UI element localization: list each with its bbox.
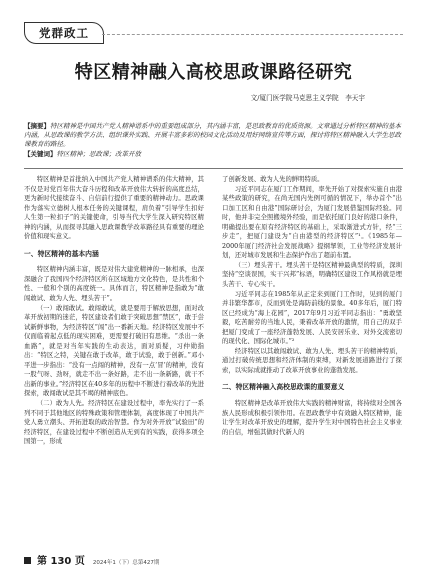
paragraph: 经济特区以其敢闯敢试、敢为人先、埋头苦干的精神特质，通过打破传统思想和经济体制的束缚，对新发展道路进行了探索，以实际成就推动了改革开放事业的蓬勃发展。 xyxy=(222,347,402,374)
paragraph-text: 经济特区在建设过程中，率先实行了一系列不同于其他地区的特殊政策和管理体制，高度体现了中国共产党人勇立潮头、开拓进取的政治智慧。作为对外开放“试验田”的经济特区，在建设过程中不断创造从无到有的实践，获得多项全国第一，形成 xyxy=(24,400,204,446)
abstract-divider xyxy=(24,168,403,169)
subheading: （一）敢闯敢试。 xyxy=(36,304,89,312)
abstract-block xyxy=(24,122,403,159)
paragraph xyxy=(222,261,402,290)
paragraph: 了创新发展、敢为人先的鲜明特质。 xyxy=(222,176,324,183)
paragraph xyxy=(24,304,204,399)
article-title: 特区精神融入高校思政课路径研究 xyxy=(74,62,353,83)
paragraph: 特区精神是改革开放伟大实践的精神财富，将持续对全国各族人民形成积极引领作用。在思政教学中有效融入特区精神，能让学生对改革开放史的理解，提升学生对中国特色社会主义事业的自信，增强其做时代新人的 xyxy=(222,400,402,436)
paragraph-text: 埋头苦干是特区精神最典型的特质，深圳坚持“空谈误国，实干兴邦”标语，明确特区建设工作风格就是埋头苦干、专心实干。 xyxy=(222,261,402,289)
page-footer xyxy=(24,552,159,567)
page-number: 第 130 页 xyxy=(37,556,85,567)
paragraph: 特区精神内涵丰富，既是对伟大建党精神的一脉相承，也深深融合了我国四个经济特区所在区域地方文化特色，是共性和个性、一般和个别的高度统一。具体而言，特区精神是指敢为“敢闯敢试、敢为人先、埋头苦干”。 xyxy=(24,266,204,303)
paragraph xyxy=(24,399,204,447)
footer-square-icon xyxy=(24,557,31,564)
right-column xyxy=(222,175,402,437)
keywords-text: 特区精神；思政课；改革开放 xyxy=(56,150,141,158)
abstract-text: 特区精神是中国共产党人精神谱系中的重要组成部分，其内涵丰富，是思政教育的优质资源。文章通过分析特区精神的基本内涵，从思政课的教学方法、组织课外实践、开展丰富多彩的校园文化活动及用好网络宣传等方面，探讨将特区精神融入大学生思政课教育的路径。 xyxy=(24,122,401,148)
abstract-label: 【摘要】 xyxy=(24,122,50,130)
subheading: （二）敢为人先。 xyxy=(36,400,89,408)
author-line: 文/厦门医学院马克思主义学院 李天宇 xyxy=(250,94,365,102)
left-column xyxy=(24,175,204,447)
paragraph: 习近平同志在1985年从正定来到厦门工作时，见到的厦门并非繁华都市，反而到处是海防前线的景象。40多年后，厦门特区已经成为“海上花园”，2017年9月习近平同志指出：“勇敢坚毅，吃苦耐劳的当地人民，秉着改革开放的激情，用自己的双手把厦门变成了一座经济蓬勃发展、人民安居乐业、对外交流密切的现代化、国际化城市。”² xyxy=(222,290,402,346)
header-divider xyxy=(102,34,403,35)
paragraph-text: 敢闯敢试，就是要用于解放思想，面对改革开放初期的迷茫，特区建设者们敢于突破思想“禁区”，敢于尝试新鲜事物，为经济特区“闯”出一番新天地。经济特区发展中不仅面临着起点低的现实困难，更需要打破旧有思维。“杀出一条血路”，就是对当年实践的生动表达，面对质疑，习仲勋指出：“特区之特，关键在敢于改革，敢于试验，敢于创新。”邓小平进一步指出：“没有一点闯的精神，没有一点‘冒’的精神，没有一股气呀、劲呀，就走不出一条好路，走不出一条新路，就干不出新的事业。”经济特区在40多年的历程中不断进行着改革的先进探索，敢闯敢试是其不竭的精神底色。 xyxy=(24,304,204,398)
subheading: （三）埋头苦干。 xyxy=(234,261,287,269)
column-tag: 党群政工 xyxy=(24,22,104,44)
paragraph: 特区精神是首批纳入中国共产党人精神谱系的伟大精神，其不仅是对党百年伟大奋斗历程和改革开放伟大转折的高度总结，更为新时代接续奋斗、自信前行提供了重要的精神动力。思政课作为落实立德树人根本任务的关键课程，肩负着“引导学生扣好人生第一粒扣子”的关键使命，引导当代大学生深入研究特区精神的内涵，从而探寻其融入思政课教学改革路径具有重要的理论价值和现实意义。 xyxy=(24,176,204,241)
section-heading: 一、特区精神的基本内涵 xyxy=(24,249,99,258)
section-heading: 二、特区精神融入高校思政课的重要意义 xyxy=(222,383,345,392)
keywords-label: 【关键词】 xyxy=(24,150,57,158)
paragraph: 习近平同志在厦门工作期间，率先开始了对探索实施自由港某些政策的研究，在尚无国内先例可循的情况下，举办首个“出口加工区和自由港”国际研讨会，为厦门发展借鉴国际经验。同时，他并非完全照搬境外经验，而是依托厦门良好的港口条件，明确提出要在原有经济特区的基础上，采取渐进式方针，经“三步走”，把厦门建设为“自由港型的经济特区”¹。《1985年—2000年厦门经济社会发展战略》提纲挈领，工业等经济发展计划，还对城市发展和生态保护作出了超前布置。 xyxy=(222,185,402,260)
issue-info: 2024年1（下）总第427期 xyxy=(92,560,160,566)
